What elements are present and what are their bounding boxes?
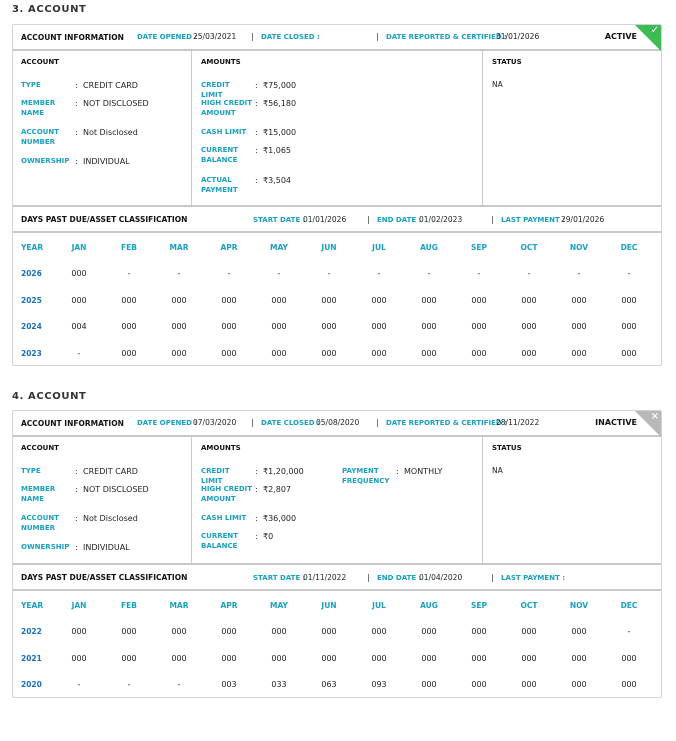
account-field-label: MEMBER NAME (21, 485, 56, 503)
separator: | (251, 418, 254, 427)
account-field-value: CREDIT CARD (83, 81, 138, 90)
account-field-label: ACCOUNT NUMBER (21, 514, 59, 532)
colon: : (255, 128, 258, 137)
dpd-cell: 000 (521, 348, 537, 358)
colon: : (75, 128, 78, 137)
amount-field-label: CURRENT BALANCE (201, 146, 239, 164)
dpd-cell: 000 (471, 322, 487, 331)
account-field-label: MEMBER NAME (21, 99, 56, 117)
separator: | (491, 215, 494, 224)
amounts-header: AMOUNTS (201, 444, 241, 452)
month-header: MAY (270, 243, 288, 252)
dpd-cell: 000 (321, 348, 337, 358)
colon: : (255, 485, 258, 494)
dpd-label: DAYS PAST DUE/ASSET CLASSIFICATION (21, 215, 188, 224)
account-field-value: Not Disclosed (83, 514, 138, 523)
dpd-cell: 000 (121, 348, 137, 358)
dpd-cell: 000 (71, 627, 87, 636)
section-divider (13, 231, 661, 233)
dpd-cell: 000 (271, 322, 287, 331)
dpd-cell: 004 (71, 322, 87, 331)
dpd-cell: 000 (171, 627, 187, 636)
section-divider (13, 205, 661, 207)
month-header: JUN (321, 243, 337, 252)
month-header: YEAR (21, 243, 44, 252)
dpd-cell: 000 (121, 627, 137, 636)
dpd-cell: 000 (621, 295, 637, 305)
amount-field-value: ₹0 (263, 532, 274, 541)
dpd-cell: - (627, 627, 631, 636)
separator: | (251, 32, 254, 41)
account-field-value: INDIVIDUAL (83, 543, 130, 552)
dpd-cell: 000 (321, 627, 337, 636)
account-field-label: OWNERSHIP (21, 543, 70, 551)
dpd-cell: - (627, 269, 631, 278)
column-divider (191, 437, 192, 563)
dpd-cell: 000 (521, 295, 537, 305)
amounts-header: AMOUNTS (201, 58, 241, 66)
dpd-cell: 000 (71, 295, 87, 305)
date-closed-value: 05/08/2020 (316, 418, 360, 427)
dpd-cell: 000 (421, 348, 437, 358)
dpd-cell: 000 (571, 295, 587, 305)
last-payment-label: LAST PAYMENT : (501, 216, 566, 224)
dpd-cell: 033 (271, 680, 287, 689)
date-closed-label: DATE CLOSED : (261, 33, 320, 41)
dpd-cell: - (327, 269, 331, 278)
status-header: STATUS (492, 444, 522, 452)
amount-field-value: ₹1,20,000 (263, 467, 304, 476)
start-date-label: START DATE : (253, 574, 306, 582)
year-label: 2020 (21, 680, 42, 689)
amount-field-value: ₹56,180 (263, 99, 297, 108)
start-date-value: 01/11/2022 (303, 573, 347, 582)
dpd-cell: 000 (271, 653, 287, 663)
dpd-cell: 000 (71, 269, 87, 278)
dpd-cell: 000 (121, 295, 137, 305)
dpd-cell: 000 (371, 627, 387, 636)
dpd-cell: 000 (571, 627, 587, 636)
account-field-value: NOT DISCLOSED (83, 99, 149, 108)
month-header: SEP (470, 601, 488, 610)
dpd-cell: 000 (121, 653, 137, 663)
account-header: ACCOUNT (21, 444, 59, 452)
dpd-cell: 000 (221, 295, 237, 305)
dpd-cell: 000 (221, 322, 237, 331)
colon: : (255, 532, 258, 541)
dpd-cell: 000 (521, 322, 537, 331)
dpd-cell: 000 (621, 322, 637, 331)
dpd-cell: 093 (371, 680, 387, 689)
month-header: DEC (620, 243, 638, 252)
date-reported-label: DATE REPORTED & CERTIFIED : (386, 419, 507, 427)
dpd-cell: 000 (221, 653, 237, 663)
dpd-cell: 063 (321, 680, 337, 689)
last-payment-value: 29/01/2026 (561, 215, 605, 224)
month-header: OCT (520, 601, 538, 610)
amount-field-label: CURRENT BALANCE (201, 532, 239, 550)
account-header: ACCOUNT (21, 58, 59, 66)
dpd-cell: - (177, 680, 181, 689)
month-header: JAN (71, 601, 87, 610)
status-badge: ACTIVE (604, 32, 637, 41)
colon: : (255, 81, 258, 90)
month-header: AUG (420, 601, 438, 610)
dpd-cell: - (77, 348, 81, 358)
dpd-cell: 000 (321, 653, 337, 663)
amount-field-value: ₹2,807 (263, 485, 291, 494)
amount-field-value: ₹36,000 (263, 514, 297, 523)
end-date-label: END DATE : (377, 216, 422, 224)
dpd-cell: - (277, 269, 281, 278)
colon: : (255, 146, 258, 155)
month-header: JUL (372, 243, 386, 252)
dpd-cell: 000 (321, 295, 337, 305)
amount-field-label: HIGH CREDIT AMOUNT (201, 485, 253, 503)
separator: | (376, 418, 379, 427)
colon: : (75, 543, 78, 552)
dpd-cell: - (527, 269, 531, 278)
separator: | (491, 573, 494, 582)
dpd-cell: 000 (221, 627, 237, 636)
month-header: MAR (169, 601, 189, 610)
year-label: 2023 (21, 348, 42, 358)
year-label: 2025 (21, 295, 42, 305)
status-badge: INACTIVE (595, 418, 637, 427)
year-label: 2026 (21, 269, 42, 278)
dpd-cell: 000 (421, 627, 437, 636)
account-field-label: ACCOUNT NUMBER (21, 128, 59, 146)
month-header: AUG (420, 243, 438, 252)
amount-field-value: ₹1,065 (263, 146, 291, 155)
year-label: 2024 (21, 322, 42, 331)
month-header: FEB (121, 601, 137, 610)
colon: : (255, 467, 258, 476)
status-value: NA (492, 466, 503, 475)
account-field-label: OWNERSHIP (21, 157, 70, 165)
dpd-cell: - (477, 269, 481, 278)
date-opened-label: DATE OPENED : (137, 419, 198, 427)
column-divider (191, 51, 192, 205)
end-date-value: 01/02/2023 (419, 215, 463, 224)
dpd-cell: - (127, 269, 131, 278)
dpd-cell: 000 (371, 295, 387, 305)
dpd-cell: - (127, 680, 131, 689)
amount-field-label: ACTUAL PAYMENT (201, 176, 238, 194)
date-reported-label: DATE REPORTED & CERTIFIED : (386, 33, 507, 41)
colon: : (255, 514, 258, 523)
colon: : (255, 176, 258, 185)
dpd-cell: 000 (621, 348, 637, 358)
status-value: NA (492, 80, 503, 89)
separator: | (367, 573, 370, 582)
dpd-cell: 000 (471, 680, 487, 689)
account-info-bar (13, 25, 661, 51)
dpd-cell: 000 (471, 295, 487, 305)
date-reported-value: 28/11/2022 (496, 418, 540, 427)
close-icon: × (650, 411, 659, 422)
date-opened-value: 25/03/2021 (193, 32, 237, 41)
month-header: APR (220, 601, 238, 610)
colon: : (75, 485, 78, 494)
dpd-cell: 000 (521, 627, 537, 636)
dpd-cell: 000 (221, 348, 237, 358)
colon: : (75, 99, 78, 108)
section-divider (13, 589, 661, 591)
end-date-label: END DATE : (377, 574, 422, 582)
month-header: NOV (569, 601, 589, 610)
date-reported-value: 31/01/2026 (496, 32, 540, 41)
account-info-bar (13, 411, 661, 437)
date-opened-label: DATE OPENED : (137, 33, 198, 41)
account-field-value: INDIVIDUAL (83, 157, 130, 166)
account-field-label: TYPE (21, 467, 41, 475)
colon: : (75, 81, 78, 90)
account-card (12, 410, 662, 698)
month-header: MAY (270, 601, 288, 610)
start-date-label: START DATE : (253, 216, 306, 224)
month-header: OCT (520, 243, 538, 252)
last-payment-label: LAST PAYMENT : (501, 574, 566, 582)
dpd-cell: 000 (171, 295, 187, 305)
colon: : (255, 99, 258, 108)
account-field-value: CREDIT CARD (83, 467, 138, 476)
month-header: YEAR (21, 601, 44, 610)
amount-field-value: ₹3,504 (263, 176, 291, 185)
status-header: STATUS (492, 58, 522, 66)
dpd-cell: 000 (471, 348, 487, 358)
month-header: JUL (372, 601, 386, 610)
section-divider (13, 563, 661, 565)
extra-amount-field-value: MONTHLY (404, 467, 443, 476)
dpd-cell: 000 (271, 627, 287, 636)
month-header: SEP (470, 243, 488, 252)
date-opened-value: 07/03/2020 (193, 418, 237, 427)
month-header: JUN (321, 601, 337, 610)
dpd-cell: - (77, 680, 81, 689)
account-card (12, 24, 662, 366)
dpd-cell: 000 (621, 653, 637, 663)
dpd-cell: 000 (571, 322, 587, 331)
dpd-cell: - (427, 269, 431, 278)
account-info-label: ACCOUNT INFORMATION (21, 419, 124, 428)
dpd-cell: 000 (171, 348, 187, 358)
dpd-cell: 000 (171, 653, 187, 663)
section-title: 3. ACCOUNT (12, 4, 87, 15)
separator: | (376, 32, 379, 41)
dpd-cell: 000 (421, 295, 437, 305)
dpd-cell: 000 (121, 322, 137, 331)
start-date-value: 01/01/2026 (303, 215, 347, 224)
colon: : (75, 157, 78, 166)
dpd-cell: 000 (571, 653, 587, 663)
amount-field-label: CASH LIMIT (201, 514, 247, 522)
month-header: APR (220, 243, 238, 252)
colon: : (75, 467, 78, 476)
month-header: FEB (121, 243, 137, 252)
dpd-cell: 000 (371, 348, 387, 358)
dpd-cell: 000 (421, 322, 437, 331)
dpd-cell: 003 (221, 680, 237, 689)
dpd-cell: 000 (471, 627, 487, 636)
dpd-cell: 000 (571, 680, 587, 689)
dpd-cell: 000 (371, 322, 387, 331)
amount-field-value: ₹15,000 (263, 128, 297, 137)
month-header: DEC (620, 601, 638, 610)
amount-field-label: CREDIT LIMIT (201, 467, 230, 485)
account-info-label: ACCOUNT INFORMATION (21, 33, 124, 42)
amount-field-label: HIGH CREDIT AMOUNT (201, 99, 253, 117)
dpd-cell: 000 (271, 348, 287, 358)
dpd-cell: 000 (321, 322, 337, 331)
column-divider (482, 51, 483, 205)
account-field-value: Not Disclosed (83, 128, 138, 137)
dpd-cell: 000 (421, 680, 437, 689)
dpd-cell: - (177, 269, 181, 278)
account-field-label: TYPE (21, 81, 41, 89)
month-header: JAN (71, 243, 87, 252)
dpd-label: DAYS PAST DUE/ASSET CLASSIFICATION (21, 573, 188, 582)
date-closed-label: DATE CLOSED : (261, 419, 320, 427)
column-divider (482, 437, 483, 563)
dpd-cell: 000 (521, 680, 537, 689)
section-title: 4. ACCOUNT (12, 391, 87, 402)
dpd-cell: 000 (571, 348, 587, 358)
amount-field-value: ₹75,000 (263, 81, 297, 90)
year-label: 2022 (21, 627, 42, 636)
dpd-cell: 000 (421, 653, 437, 663)
separator: | (367, 215, 370, 224)
amount-field-label: CASH LIMIT (201, 128, 247, 136)
dpd-cell: 000 (171, 322, 187, 331)
dpd-cell: 000 (621, 680, 637, 689)
year-label: 2021 (21, 653, 42, 663)
dpd-cell: 000 (71, 653, 87, 663)
amount-field-label: CREDIT LIMIT (201, 81, 230, 99)
colon: : (396, 467, 399, 476)
dpd-cell: 000 (521, 653, 537, 663)
end-date-value: 01/04/2020 (419, 573, 463, 582)
month-header: NOV (569, 243, 589, 252)
extra-amount-field-label: PAYMENT FREQUENCY (342, 467, 390, 485)
month-header: MAR (169, 243, 189, 252)
dpd-cell: 000 (271, 295, 287, 305)
account-field-value: NOT DISCLOSED (83, 485, 149, 494)
dpd-cell: - (227, 269, 231, 278)
colon: : (75, 514, 78, 523)
dpd-cell: 000 (471, 653, 487, 663)
dpd-cell: - (377, 269, 381, 278)
check-icon: ✓ (650, 25, 659, 36)
dpd-cell: 000 (371, 653, 387, 663)
dpd-cell: - (577, 269, 581, 278)
